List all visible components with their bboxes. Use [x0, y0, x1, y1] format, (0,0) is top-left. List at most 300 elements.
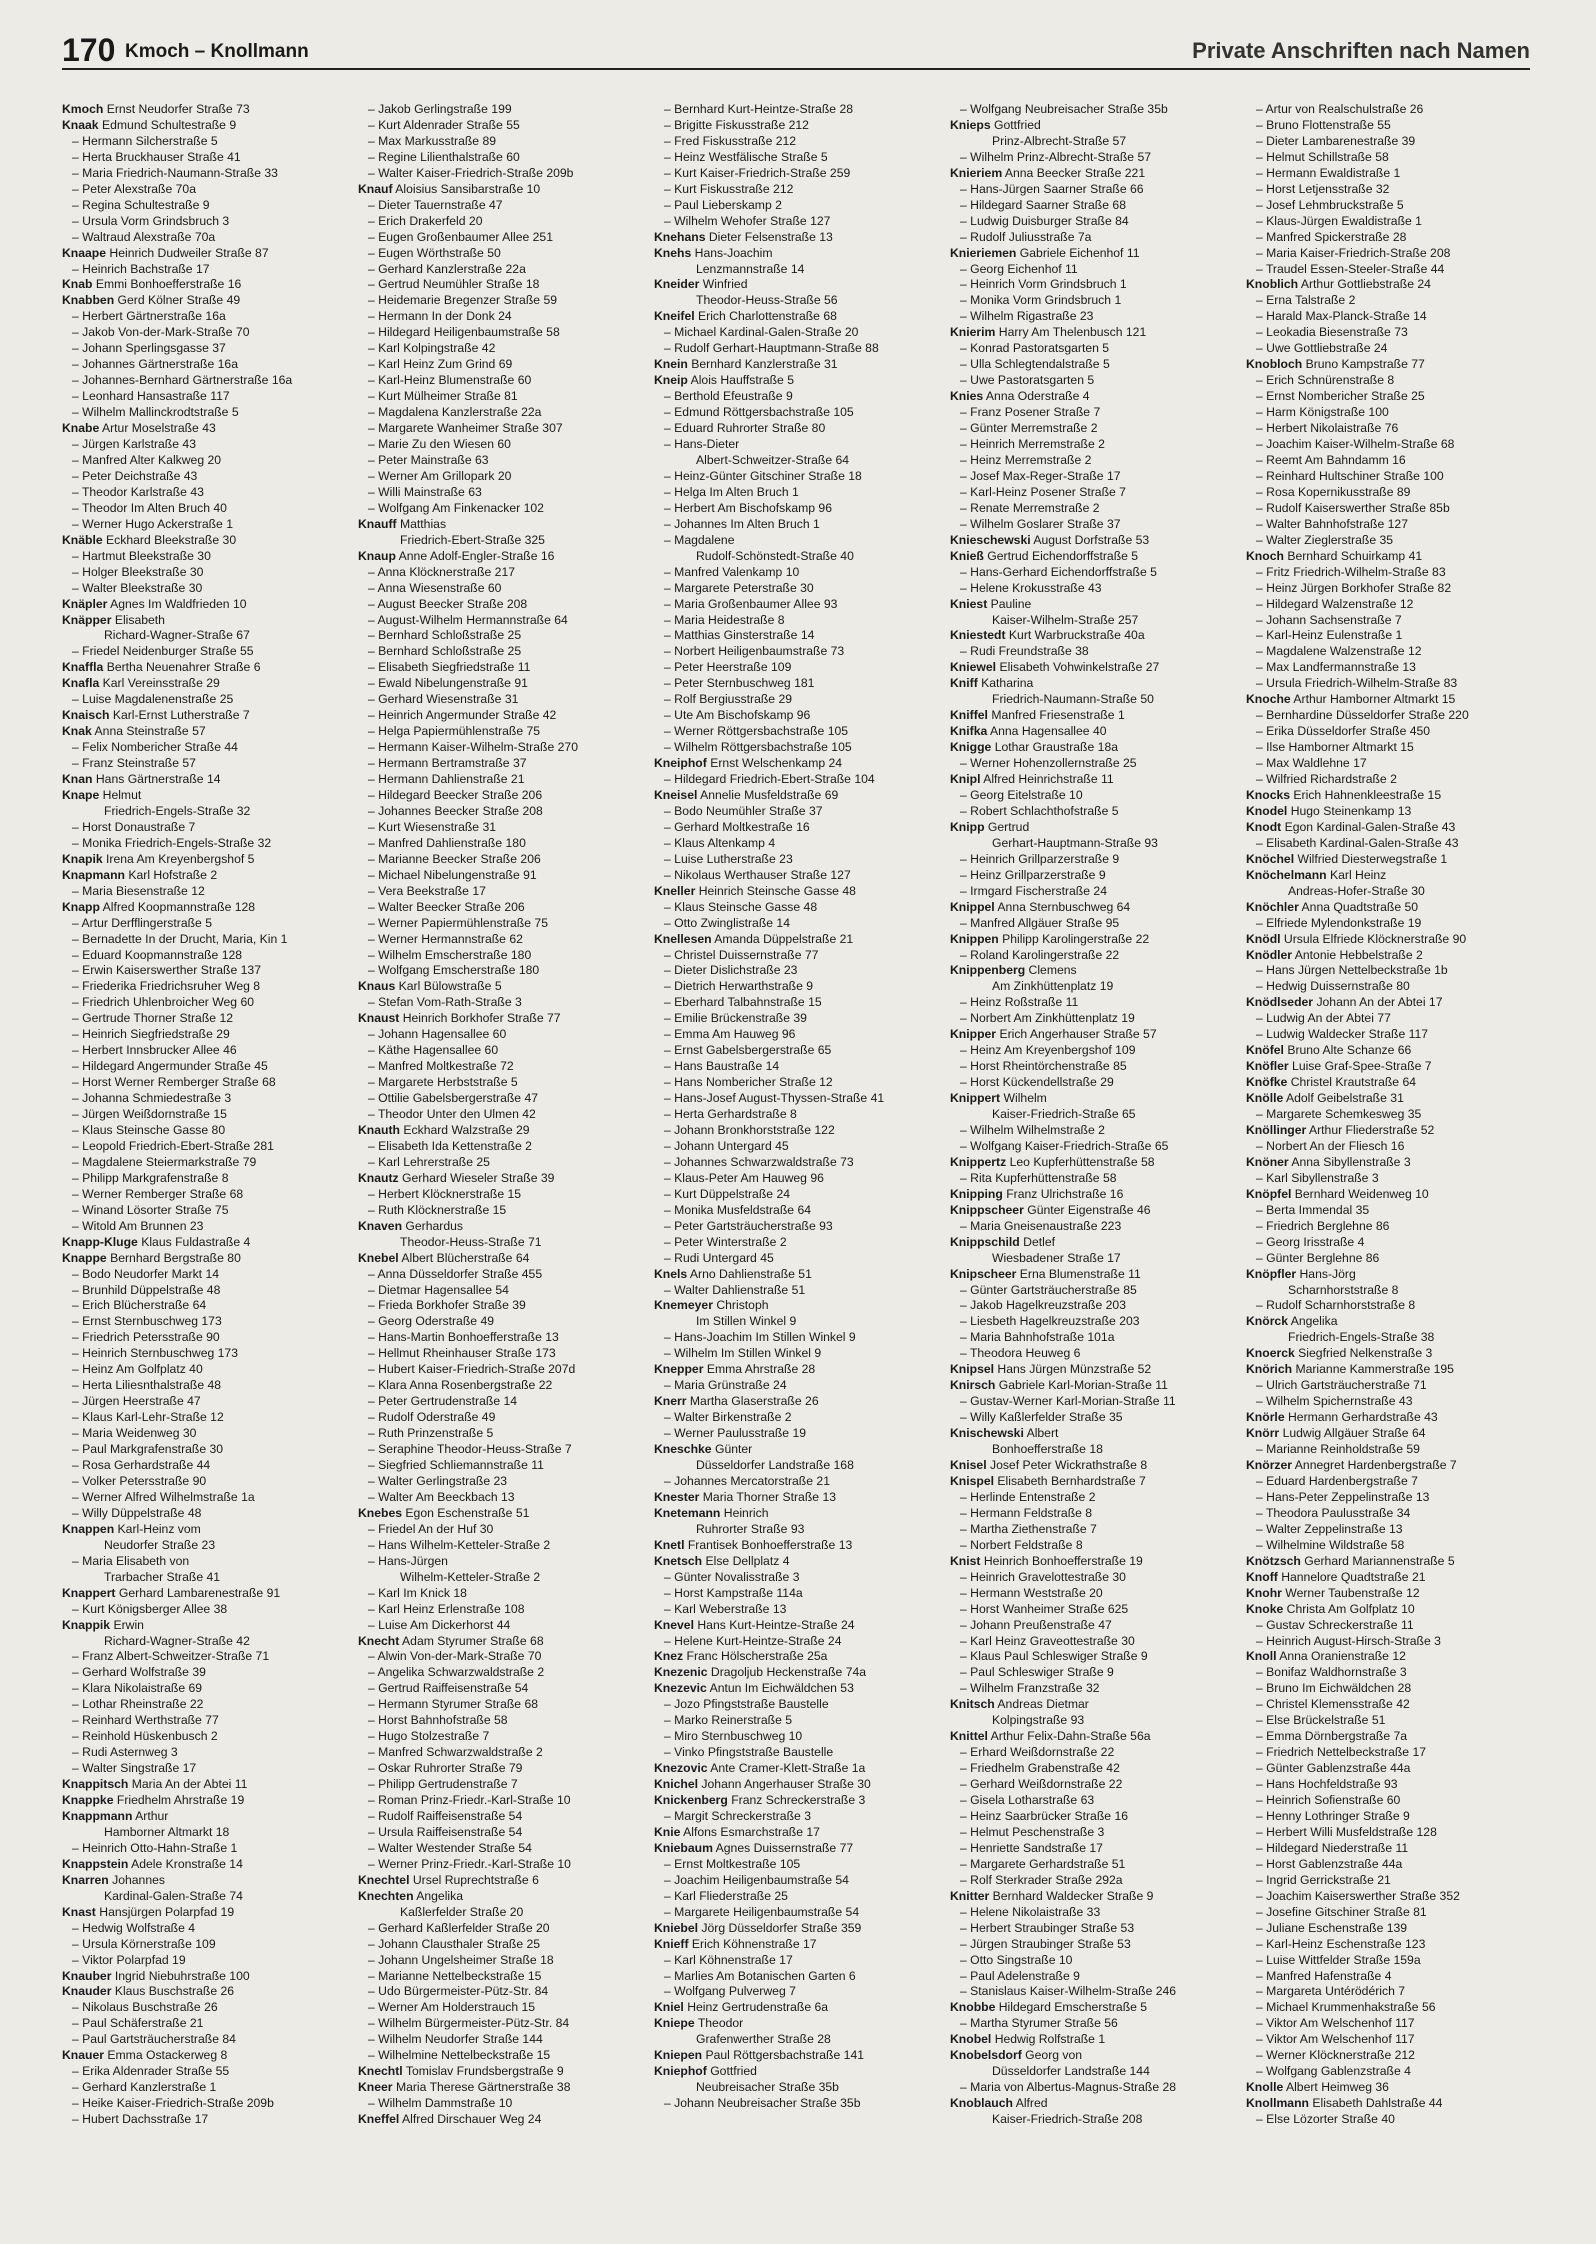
entry-text: – Hans Wilhelm-Ketteler-Straße 2: [368, 1537, 551, 1552]
entry-text: – Erika Aldenrader Straße 55: [72, 2064, 230, 2079]
directory-entry: [950, 1937, 1238, 1953]
entry-text: – Maria Großenbaumer Allee 93: [664, 596, 838, 611]
entry-text: – Horst Letjensstraße 32: [1256, 181, 1390, 196]
directory-entry: [358, 421, 646, 437]
directory-entry: [654, 1984, 942, 2000]
entry-text: – Kurt Kaiser-Friedrich-Straße 259: [664, 165, 851, 180]
directory-entry: [358, 1410, 646, 1426]
entry-text: – Ursula Friedrich-Wilhelm-Straße 83: [1256, 676, 1458, 691]
directory-entry: [1246, 932, 1534, 948]
directory-entry: [950, 1602, 1238, 1618]
directory-entry: [654, 277, 942, 293]
directory-entry: [654, 325, 942, 341]
entry-text: – Wilhelm Dammstraße 10: [368, 2096, 513, 2111]
entry-text: – Ulla Schlegtendalstraße 5: [960, 357, 1110, 372]
directory-entry: [62, 1857, 350, 1873]
directory-entry: [358, 453, 646, 469]
directory-entry: [654, 692, 942, 708]
surname: Knarren: [62, 1872, 109, 1887]
directory-entry: [358, 2048, 646, 2064]
surname: Knetemann: [654, 1505, 721, 1520]
entry-text: – Hermann Dahlienstraße 21: [368, 772, 525, 787]
surname: Knebel: [358, 1250, 399, 1265]
entry-text: – Walter Kaiser-Friedrich-Straße 209b: [368, 165, 574, 180]
entry-text: – Kurt Fiskusstraße 212: [664, 181, 794, 196]
entry-text: – Maria Friedrich-Naumann-Straße 33: [72, 165, 278, 180]
section-title: Private Anschriften nach Namen: [1192, 38, 1530, 63]
directory-entry: [62, 1314, 350, 1330]
directory-entry: [358, 1793, 646, 1809]
directory-entry: [358, 581, 646, 597]
entry-text: – Maria Grünstraße 24: [664, 1378, 787, 1393]
entry-text: – Hans-Jürgen: [368, 1553, 448, 1568]
directory-entry: [1246, 469, 1534, 485]
entry-text: – Heinz-Günter Gitschiner Straße 18: [664, 468, 862, 483]
directory-entry: [654, 788, 942, 804]
entry-text: – Bodo Neudorfer Markt 14: [72, 1266, 220, 1281]
directory-entry: [950, 277, 1238, 293]
surname: Knein: [654, 357, 688, 372]
directory-entry: [654, 1235, 942, 1251]
directory-entry: [1246, 134, 1534, 150]
entry-text: – Gerhard Weißdornstraße 22: [960, 1777, 1123, 1792]
surname: Knispel: [950, 1473, 995, 1488]
entry-text: Frantisek Bonhoefferstraße 13: [687, 1537, 853, 1552]
surname: Knecht: [358, 1633, 400, 1648]
directory-entry: [1246, 357, 1534, 373]
entry-text: – Manfred Alter Kalkweg 20: [72, 452, 222, 467]
directory-entry: [1246, 708, 1534, 724]
entry-text: Arno Dahlienstraße 51: [689, 1266, 812, 1281]
directory-entry: [1246, 2048, 1534, 2064]
entry-text: – Wolfgang Gablenzstraße 4: [1256, 2064, 1411, 2079]
directory-entry: [950, 660, 1238, 676]
surname: Kniephof: [654, 2064, 707, 2079]
entry-text: Alfred Dirschauer Weg 24: [402, 2112, 542, 2127]
surname: Kniest: [950, 596, 988, 611]
entry-text: – Franz Posener Straße 7: [960, 405, 1101, 420]
header-rule: [62, 68, 1530, 70]
entry-text: Emmi Bonhoefferstraße 16: [95, 277, 242, 292]
surname: Knifka: [950, 724, 988, 739]
entry-text: – Emilie Brückenstraße 39: [664, 1011, 807, 1026]
entry-text: – Else Brückelstraße 51: [1256, 1713, 1386, 1728]
directory-entry: [358, 1123, 646, 1139]
directory-entry: [62, 325, 350, 341]
entry-text: – Wilhelm Emscherstraße 180: [368, 947, 532, 962]
entry-text: – Rudolf Scharnhorststraße 8: [1256, 1298, 1416, 1313]
entry-text: Ursula Elfriede Klöcknerstraße 90: [1283, 931, 1467, 946]
entry-text: – Waltraud Alexstraße 70a: [72, 229, 216, 244]
directory-entry: [654, 995, 942, 1011]
directory-entry: [654, 597, 942, 613]
directory-entry: [358, 1634, 646, 1650]
directory-entry: [358, 2080, 646, 2096]
entry-text: – Paul Markgrafenstraße 30: [72, 1442, 224, 1457]
directory-entry: [654, 852, 942, 868]
directory-entry: [950, 1027, 1238, 1043]
directory-entry: [950, 756, 1238, 772]
entry-text: – Joachim Kaiser-Wilhelm-Straße 68: [1256, 437, 1455, 452]
directory-entry: [654, 485, 942, 501]
entry-text: Aloisius Sansibarstraße 10: [395, 181, 541, 196]
directory-entry: [1246, 1681, 1534, 1697]
surname: Knautz: [358, 1170, 399, 1185]
entry-text: – Elisabeth Ida Kettenstraße 2: [368, 1138, 532, 1153]
entry-text: – Karl Heinz Zum Grind 69: [368, 357, 513, 372]
entry-text: – Manfred Moltkestraße 72: [368, 1059, 514, 1074]
entry-text: – Herbert Klöcknerstraße 15: [368, 1186, 522, 1201]
entry-text: – Winand Lösorter Straße 75: [72, 1202, 229, 1217]
surname: Knödl: [1246, 931, 1281, 946]
directory-entry: [950, 198, 1238, 214]
directory-entry: [1246, 644, 1534, 660]
surname: Knauder: [62, 1984, 112, 1999]
surname: Knippenberg: [950, 963, 1026, 978]
directory-entry: [62, 198, 350, 214]
entry-text: – Walter Bahnhofstraße 127: [1256, 516, 1408, 531]
entry-text: Philipp Karolingerstraße 22: [1002, 931, 1150, 946]
directory-entry: [62, 1873, 350, 1889]
directory-entry: [654, 1538, 942, 1554]
column-2: [358, 102, 646, 2222]
directory-entry: [1246, 2080, 1534, 2096]
directory-entry: [1246, 549, 1534, 565]
directory-entry: [1246, 1522, 1534, 1538]
entry-text: Wilhelm: [1003, 1091, 1047, 1106]
directory-entry: [1246, 533, 1534, 549]
entry-text: – Hans-Joachim Im Stillen Winkel 9: [664, 1330, 856, 1345]
directory-entry: [62, 1841, 350, 1857]
entry-text: – Maria Biesenstraße 12: [72, 883, 205, 898]
directory-entry: [358, 2096, 646, 2112]
entry-text: – Marianne Beecker Straße 206: [368, 851, 541, 866]
directory-entry: [358, 1171, 646, 1187]
entry-text: – Klaus Altenkamp 4: [664, 835, 776, 850]
directory-entry: [950, 1490, 1238, 1506]
directory-entry: [62, 373, 350, 389]
directory-entry: [358, 628, 646, 644]
entry-text: – Heinrich Grillparzerstraße 9: [960, 851, 1120, 866]
entry-text: – Herbert Willi Musfeldstraße 128: [1256, 1824, 1437, 1839]
directory-entry: [62, 1554, 350, 1570]
entry-text: Manfred Friesenstraße 1: [991, 708, 1125, 723]
surname: Knast: [62, 1904, 96, 1919]
directory-entry: [62, 868, 350, 884]
entry-text: – Christel Klemensstraße 42: [1256, 1697, 1410, 1712]
surname: Knapp: [62, 899, 100, 914]
directory-entry: [358, 1426, 646, 1442]
entry-text: – Elfriede Mylendonkstraße 19: [1256, 915, 1422, 930]
surname: Knödlseder: [1246, 995, 1314, 1010]
directory-entry: [654, 1586, 942, 1602]
entry-text: – Johannes Gärtnerstraße 16a: [72, 357, 238, 372]
entry-text: – Johann Neubreisacher Straße 35b: [664, 2096, 861, 2111]
surname: Knoke: [1246, 1601, 1284, 1616]
directory-entry: [1246, 309, 1534, 325]
directory-entry: [1246, 1203, 1534, 1219]
directory-entry: [950, 2016, 1238, 2032]
surname: Knötzsch: [1246, 1553, 1301, 1568]
directory-entry: [358, 1713, 646, 1729]
directory-entry: [62, 1538, 350, 1554]
entry-text: – Hermann Silcherstraße 5: [72, 133, 218, 148]
entry-text: – Artur von Realschulstraße 26: [1256, 102, 1424, 116]
entry-text: – Johannes Beecker Straße 208: [368, 803, 543, 818]
directory-entry: [950, 804, 1238, 820]
directory-entry: [950, 2032, 1238, 2048]
entry-text: – Anna Düsseldorfer Straße 455: [368, 1266, 543, 1281]
entry-text: – Walter Zieglerstraße 35: [1256, 532, 1394, 547]
directory-entry: [654, 1091, 942, 1107]
entry-text: Dragoljub Heckenstraße 74a: [710, 1665, 867, 1680]
surname: Knoblauch: [950, 2096, 1013, 2111]
directory-entry: [654, 772, 942, 788]
directory-entry: [62, 1825, 350, 1841]
directory-entry: [62, 852, 350, 868]
directory-entry: [654, 1777, 942, 1793]
directory-entry: [1246, 1091, 1534, 1107]
entry-text: – Ernst Moltkestraße 105: [664, 1856, 801, 1871]
directory-entry: [950, 1634, 1238, 1650]
entry-text: Matthias: [399, 516, 447, 531]
entry-text: Amanda Düppelstraße 21: [714, 931, 854, 946]
directory-entry: [654, 963, 942, 979]
entry-text: – Gertrude Thorner Straße 12: [72, 1011, 234, 1026]
entry-text: – Wolfgang Neubreisacher Straße 35b: [960, 102, 1168, 116]
directory-entry: [950, 916, 1238, 932]
directory-entry: [62, 1298, 350, 1314]
listing-columns: [62, 102, 1538, 2222]
directory-entry: [62, 995, 350, 1011]
directory-entry: [1246, 884, 1534, 900]
entry-text: – Rudolf Raiffeisenstraße 54: [368, 1808, 523, 1823]
directory-entry: [62, 804, 350, 820]
directory-entry: [62, 517, 350, 533]
entry-text: – Günter Gartsträucherstraße 85: [960, 1282, 1137, 1297]
directory-entry: [1246, 581, 1534, 597]
entry-text: – Hermann Bertramstraße 37: [368, 756, 527, 771]
entry-text: – Franz Steinstraße 57: [72, 756, 196, 771]
entry-text: Johannes: [112, 1872, 165, 1887]
directory-entry: [62, 2112, 350, 2128]
entry-text: – Karl-Heinz Eulenstraße 1: [1256, 628, 1403, 643]
entry-text: Christoph: [716, 1298, 769, 1313]
directory-entry: [1246, 1251, 1534, 1267]
entry-text: – Monika Musfeldstraße 64: [664, 1202, 811, 1217]
directory-entry: [62, 277, 350, 293]
entry-text: Klaus Fuldastraße 4: [141, 1234, 251, 1249]
surname: Kneschke: [654, 1442, 712, 1457]
directory-entry: [950, 852, 1238, 868]
entry-text: Hans Kurt-Heintze-Straße 24: [697, 1617, 855, 1632]
surname: Knaape: [62, 245, 107, 260]
column-5: [1246, 102, 1534, 2222]
surname: Knevel: [654, 1617, 694, 1632]
entry-text: – Anna Wiesenstraße 60: [368, 580, 502, 595]
entry-text: Pauline: [990, 596, 1032, 611]
entry-text: – Karl Weberstraße 13: [664, 1601, 787, 1616]
directory-entry: [654, 309, 942, 325]
directory-entry: [950, 1219, 1238, 1235]
entry-text: Heinrich Steinsche Gasse 48: [698, 883, 856, 898]
directory-entry: [358, 1729, 646, 1745]
directory-entry: [358, 1442, 646, 1458]
column-3: [654, 102, 942, 2222]
entry-text: – Magdalene Steiermarkstraße 79: [72, 1154, 257, 1169]
entry-text: – Rudolf Oderstraße 49: [368, 1410, 496, 1425]
surname: Knapik: [62, 851, 103, 866]
directory-entry: [950, 1984, 1238, 2000]
directory-entry: [950, 1618, 1238, 1634]
directory-entry: [62, 421, 350, 437]
entry-text: – Maria Elisabeth von: [72, 1553, 190, 1568]
entry-text: Gerd Kölner Straße 49: [117, 293, 241, 308]
directory-entry: [358, 1825, 646, 1841]
entry-text: – Harm Königstraße 100: [1256, 405, 1389, 420]
entry-text: – Traudel Essen-Steeler-Straße 44: [1256, 261, 1445, 276]
entry-text: – Ruth Prinzenstraße 5: [368, 1426, 494, 1441]
directory-entry: [950, 613, 1238, 629]
directory-entry: [1246, 2064, 1534, 2080]
entry-text: – Karl Im Knick 18: [368, 1585, 467, 1600]
directory-entry: [950, 1969, 1238, 1985]
directory-entry: [62, 246, 350, 262]
directory-entry: [1246, 1729, 1534, 1745]
directory-entry: [950, 214, 1238, 230]
entry-text: Christel Krautstraße 64: [1290, 1075, 1417, 1090]
directory-entry: [358, 1107, 646, 1123]
entry-text: – Joachim Kaiserswerther Straße 352: [1256, 1888, 1460, 1903]
entry-text: – Marianne Reinholdstraße 59: [1256, 1442, 1420, 1457]
entry-text: – Hildegard Friedrich-Ebert-Straße 104: [664, 772, 875, 787]
entry-text: – Bruno Im Eichwäldchen 28: [1256, 1681, 1412, 1696]
directory-entry: [62, 1059, 350, 1075]
directory-entry: [950, 166, 1238, 182]
directory-entry: [358, 325, 646, 341]
entry-text: – Hans-Josef August-Thyssen-Straße 41: [664, 1091, 885, 1106]
entry-text: Friedrich-Ebert-Straße 325: [400, 532, 545, 547]
surname: Kniepe: [654, 2016, 695, 2031]
entry-text: – Günter Berglehne 86: [1256, 1250, 1380, 1265]
entry-text: – Dieter Tauernstraße 47: [368, 197, 503, 212]
surname: Knaffla: [62, 660, 104, 675]
directory-entry: [358, 1522, 646, 1538]
entry-text: Alfred Koopmannstraße 128: [102, 899, 256, 914]
directory-entry: [1246, 437, 1534, 453]
entry-text: – Klara Anna Rosenbergstraße 22: [368, 1378, 553, 1393]
directory-entry: [358, 1586, 646, 1602]
surname: Kniffel: [950, 708, 988, 723]
surname: Knörzer: [1246, 1458, 1293, 1473]
entry-text: – Helene Krokusstraße 43: [960, 580, 1102, 595]
entry-text: Karl Hofstraße 2: [128, 867, 218, 882]
entry-text: – Herlinde Entenstraße 2: [960, 1489, 1096, 1504]
directory-entry: [950, 1075, 1238, 1091]
directory-entry: [654, 1123, 942, 1139]
surname: Knechtl: [358, 2064, 403, 2079]
directory-entry: [950, 676, 1238, 692]
directory-entry: [654, 1203, 942, 1219]
entry-text: Egon Eschenstraße 51: [405, 1505, 530, 1520]
entry-text: – Margareta Untérödérich 7: [1256, 1984, 1406, 1999]
entry-text: – Theodor Karlstraße 43: [72, 484, 204, 499]
entry-text: Gerhart-Hauptmann-Straße 93: [992, 835, 1158, 850]
entry-text: – Werner Alfred Wilhelmstraße 1a: [72, 1489, 255, 1504]
directory-entry: [1246, 405, 1534, 421]
directory-entry: [654, 1857, 942, 1873]
surname: Knipper: [950, 1027, 997, 1042]
surname: Knocks: [1246, 787, 1291, 802]
directory-entry: [654, 1793, 942, 1809]
entry-text: Bernhard Weidenweg 10: [1294, 1186, 1429, 1201]
entry-text: – Jakob Gerlingstraße 199: [368, 102, 512, 116]
surname: Knaup: [358, 548, 396, 563]
entry-text: – Peter Alexstraße 70a: [72, 181, 196, 196]
directory-entry: [950, 1474, 1238, 1490]
directory-entry: [358, 740, 646, 756]
surname: Knischewski: [950, 1426, 1024, 1441]
entry-text: Antun Im Eichwäldchen 53: [709, 1681, 854, 1696]
entry-text: – Ruth Klöcknerstraße 15: [368, 1202, 507, 1217]
surname: Knöner: [1246, 1154, 1289, 1169]
entry-text: Gottfried: [994, 117, 1041, 132]
directory-entry: [654, 198, 942, 214]
directory-entry: [62, 1442, 350, 1458]
directory-entry: [654, 1187, 942, 1203]
surname: Kniestedt: [950, 628, 1006, 643]
entry-text: – Peter Winterstraße 2: [664, 1234, 787, 1249]
entry-text: – Wolfgang Am Finkenacker 102: [368, 500, 544, 515]
entry-text: Erna Blumenstraße 11: [1019, 1266, 1141, 1281]
directory-entry: [62, 1155, 350, 1171]
surname: Knaisch: [62, 708, 110, 723]
directory-entry: [1246, 804, 1534, 820]
entry-text: Arthur Gottliebstraße 24: [1300, 277, 1431, 292]
directory-entry: [62, 597, 350, 613]
entry-text: – Wolfgang Kaiser-Friedrich-Straße 65: [960, 1138, 1169, 1153]
entry-text: – Günter Merremstraße 2: [960, 421, 1098, 436]
directory-entry: [950, 868, 1238, 884]
directory-entry: [950, 1330, 1238, 1346]
entry-text: – Stefan Vom-Rath-Straße 3: [368, 995, 522, 1010]
entry-text: – Johannes Im Alten Bruch 1: [664, 516, 820, 531]
entry-text: – Norbert Am Zinkhüttenplatz 19: [960, 1011, 1135, 1026]
directory-entry: [654, 389, 942, 405]
entry-text: – Helga Papiermühlenstraße 75: [368, 724, 541, 739]
entry-text: – Georg Oderstraße 49: [368, 1314, 494, 1329]
entry-text: Hans-Jörg: [1299, 1266, 1356, 1281]
directory-entry: [654, 1219, 942, 1235]
directory-entry: [1246, 1314, 1534, 1330]
entry-text: – Maria von Albertus-Magnus-Straße 28: [960, 2080, 1177, 2095]
entry-text: Bruno Kampstraße 77: [1305, 357, 1425, 372]
directory-entry: [654, 724, 942, 740]
directory-entry: [654, 868, 942, 884]
surname: Knieps: [950, 117, 991, 132]
directory-entry: [654, 1841, 942, 1857]
surname: Knapp-Kluge: [62, 1234, 138, 1249]
entry-text: – Fred Fiskusstraße 212: [664, 133, 797, 148]
directory-entry: [358, 948, 646, 964]
surname: Knappert: [62, 1585, 116, 1600]
entry-text: – Johann Preußenstraße 47: [960, 1617, 1112, 1632]
directory-entry: [654, 1155, 942, 1171]
directory-entry: [950, 1059, 1238, 1075]
directory-entry: [1246, 724, 1534, 740]
directory-entry: [950, 772, 1238, 788]
directory-entry: [950, 1394, 1238, 1410]
